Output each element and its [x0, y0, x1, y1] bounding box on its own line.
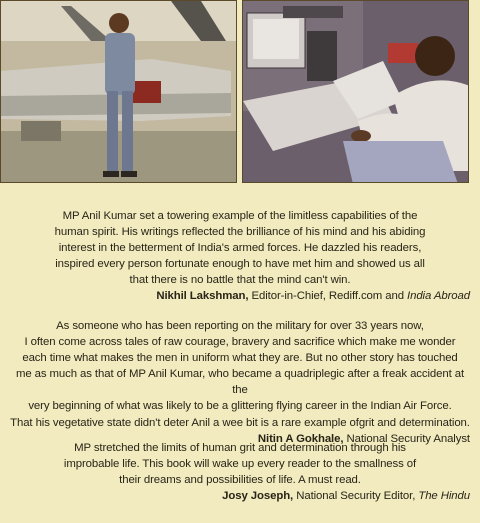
testimonial-2 — [10, 318, 470, 447]
testimonial-1 — [10, 208, 470, 305]
author-name: Josy Joseph, — [222, 490, 294, 503]
author-publication: India Abroad — [407, 290, 470, 303]
quote-line: their dreams and possibilities of life. A must read. — [119, 474, 361, 487]
computer-user-photo — [242, 0, 469, 183]
quote-line: me as much as that of MP Anil Kumar, who became a quadriplegic after a freak accident at the — [15, 368, 465, 397]
author-name: Nitin A Gokhale, — [257, 432, 344, 445]
author-role: National Security Editor, — [296, 490, 416, 503]
quote-line: that there is no battle that the mind can't win. — [129, 274, 351, 287]
author-role: Editor-in-Chief, Rediff.com and — [251, 290, 404, 303]
pilot-photo — [0, 0, 237, 183]
testimonial-3 — [10, 440, 470, 504]
quote-line: improbable life. This book will wake up every reader to the smallness of — [63, 458, 417, 471]
quote-line: As someone who has been reporting on the military for over 33 years now, — [56, 320, 424, 332]
author-role: National Security Analyst — [346, 432, 470, 445]
attribution — [10, 288, 470, 304]
quote-line: I often come across tales of raw courage, bravery and sacrifice which make me wonder — [24, 336, 456, 349]
quote-line: very beginning of what was likely to be a glittering flying career in the Indian Air Force. — [28, 400, 452, 413]
attribution — [10, 488, 470, 504]
quote-line: human spirit. His writings reflected the brilliance of his mind and his abiding — [54, 226, 426, 239]
quote-line: MP stretched the limits of human grit and determination through his — [74, 442, 406, 454]
quote-line: each time what makes the men in uniform what they are. But no other story has touched — [22, 352, 458, 365]
author-publication: The Hindu — [418, 490, 470, 503]
quote-line: inspired every person fortunate enough to have met him and showed us all — [55, 258, 425, 271]
computer-user-illustration — [243, 1, 469, 183]
quote-line: interest in the betterment of India's armed forces. He dazzled his readers, — [58, 242, 422, 255]
quote-line: That his vegetative state didn't deter Anil a wee bit is a rare example ofgrit and determination. — [10, 416, 470, 429]
quote-line: MP Anil Kumar set a towering example of the limitless capabilities of the — [62, 210, 418, 222]
pilot-photo-illustration — [1, 1, 237, 183]
author-name: Nikhil Lakshman, — [156, 290, 249, 303]
